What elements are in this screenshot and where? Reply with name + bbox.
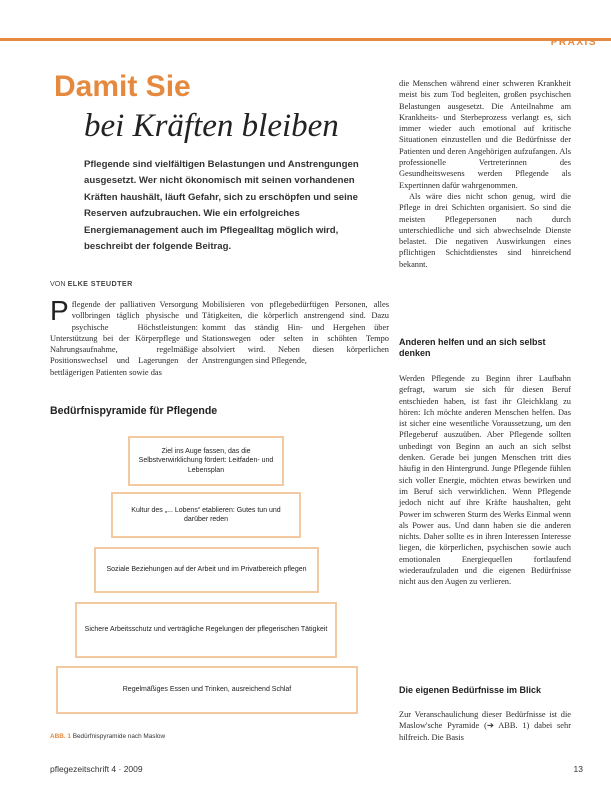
pyramid-title: Bedürfnispyramide für Pflegende xyxy=(50,405,218,417)
byline-author: ELKE STEUDTER xyxy=(67,279,133,288)
figure-caption xyxy=(50,733,165,740)
pyramid-tier-2 xyxy=(111,492,301,538)
pyramid-tier-5-text: Regelmäßiges Essen und Trinken, ausreichend Schlaf xyxy=(122,686,292,694)
body-paragraph-2: Als wäre dies nicht schon genug, wird die Pflege in drei Schichten organisiert. So sind die meisten Pflegepersonen nach durch unterschiedliche und sich abwechselnde Dienste belastet. Die negativen Auswirkungen eines pflichtigen Schichtdienstes sind hinreichend bekannt. xyxy=(399,191,571,269)
intro-column-1-text: flegende der palliativen Versorgung vollbringen täglich physische und psychische Höchstleistungen: Unterstützung bei der Körperpflege und Nahrungsaufnahme, regelmäßige Positionswechsel und Lagerungen der bettlägerigen Patienten sowie das xyxy=(50,300,198,377)
header-rule xyxy=(0,38,611,41)
pyramid-tier-5 xyxy=(56,666,358,714)
body-paragraph-4: Zur Veranschaulichung dieser Bedürfnisse ist die Maslow'sche Pyramide (➔ ABB. 1) dabei sehr hilfreich. Die Basis xyxy=(399,710,571,742)
pyramid-tier-1 xyxy=(128,436,284,486)
body-paragraph-1: die Menschen während einer schweren Krankheit meist bis zum Tod begleiten, großen psychischen Belastungen ausgesetzt. Die Anteilnahme am Krankheits- und Sterbeprozess verlangt es, sich immer wieder auch emotional auf kritische Situationen einzustellen und die Bedürfnisse der Patienten und deren Angehörigen aufzufangen. Als professionelle Vertreterinnen des Gesundheitswesens werden Pflegende als Expertinnen dafür wahrgenommen. xyxy=(399,79,571,190)
title-line-2: bei Kräften bleiben xyxy=(84,108,339,144)
body-paragraph-3: Werden Pflegende zu Beginn ihrer Laufbahn gefragt, warum sie sich für diesen Beruf entschieden haben, ist fast ihr Gleichklang zu hören: Ich möchte anderen Menschen helfen. Das ist sicher eine wesentliche Voraussetzung, um den Pflegeberuf auszuüben. Aber Pflegende sollten unbedingt von Beginn an auch an sich selbst denken. Gerade bei jungen Menschen tritt dies häufig in den Hintergrund. Junge Pflegende fühlen sich voller Energie, möchten etwas bewirken und im Beruf sich verwirklichen. Wenn Pflegende jedoch nicht auf ihre Kräfte haushalten, geht Power im schweren Sturm des Werks Einmal wenn als Power aus. Und dann haben sie die anderen nichts. Daher sollte es in ihren Interessen Interesse liegen, die körperlichen, psychischen sowie auch emotionalen Energiequellen fortlaufend wiederaufzuladen und die eigenen Bedürfnisse nicht aus den Augen zu verlieren. xyxy=(399,374,571,587)
pyramid-tier-2-text: Kultur des „... Lobens“ etablieren: Gutes tun und darüber reden xyxy=(131,506,281,523)
pyramid-tier-3 xyxy=(94,547,319,593)
pyramid-tier-4-text: Sichere Arbeitsschutz und verträgliche Regelungen der pflegerischen Tätigkeit xyxy=(84,626,328,634)
pyramid-tier-4 xyxy=(75,602,337,658)
subheading-2: Die eigenen Bedürfnisse im Blick xyxy=(399,685,542,695)
title-line-1: Damit Sie xyxy=(54,70,191,103)
pyramid-tier-1-text: Ziel ins Auge fassen, das die Selbstverwirklichung fördert: Leitfaden- und Lebensplan xyxy=(138,447,274,474)
figure-ref: ABB. 1 xyxy=(50,733,71,740)
dropcap: P xyxy=(50,295,69,326)
right-column-top xyxy=(399,78,571,270)
figure-caption-text: Bedürfnispyramide nach Maslow xyxy=(72,733,166,740)
page-number: 13 xyxy=(573,764,583,774)
subheading-1: Anderen helfen und an sich selbst denken xyxy=(399,337,546,359)
intro-column-2: Mobilisieren von pflegebedürftigen Personen, alles Tätigkeiten, die körperlich anstrengend sind. Dazu kommt das ständig Hin- und Hergehen über Stationswegen oder selten in schöhten Tempo absolviert wird. Neben diesen körperlichen Anstrengungen sind Pflegende, xyxy=(202,300,389,366)
intro-column-1 xyxy=(50,295,198,378)
pyramid-tier-3-text: Soziale Beziehungen auf der Arbeit und im Privatbereich pflegen xyxy=(106,566,307,574)
lead-paragraph: Pflegende sind vielfältigen Belastungen und Anstrengungen ausgesetzt. Wer nicht ökonomisch mit seinen vorhandenen Kräften haushält, läuft Gefahr, sich zu erschöpfen und seine Reserven aufzubrauchen. Wie ein erfolgreiches Energiemanagement auch im Pflegealltag möglich wird, beschreibt der folgende Beitrag. xyxy=(84,159,359,253)
byline-prefix: VON xyxy=(50,279,66,288)
byline xyxy=(50,279,133,288)
footer-journal: pflegezeitschrift 4 · 2009 xyxy=(50,764,143,774)
section-rubric: PRAXIS xyxy=(550,37,597,48)
